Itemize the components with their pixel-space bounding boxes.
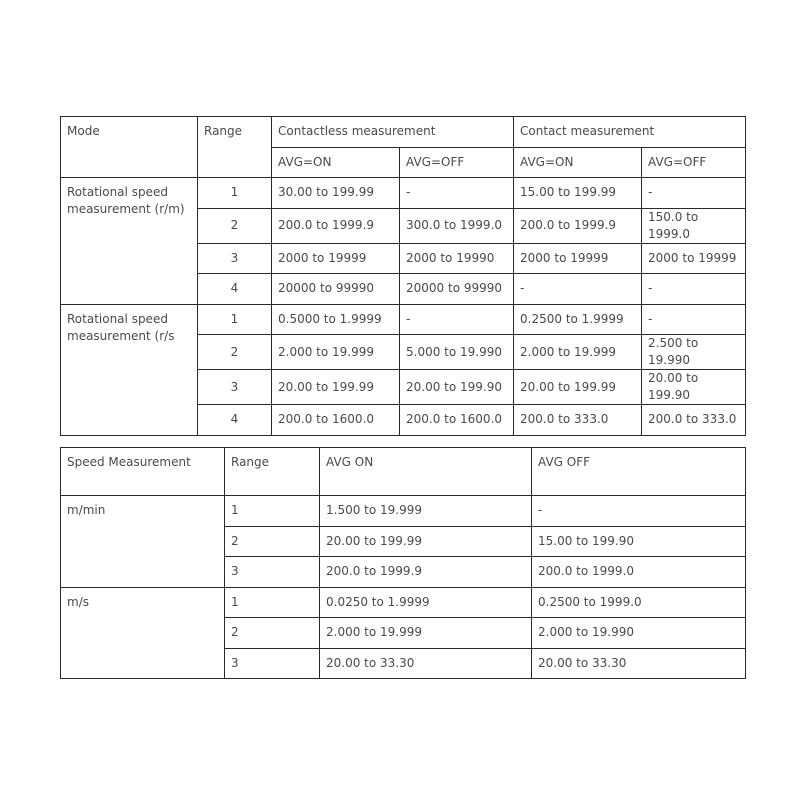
range-cell: 4 [198,274,272,305]
value-cell: 2.000 to 19.999 [320,618,532,649]
value-cell: - [400,304,514,335]
value-cell: 200.0 to 333.0 [642,405,746,436]
value-cell: 200.0 to 1999.9 [514,208,642,243]
header-avg-on: AVG ON [320,448,532,496]
value-cell: 1.500 to 19.999 [320,496,532,527]
range-cell: 3 [225,648,320,679]
header-contactless: Contactless measurement [272,117,514,148]
subheader-avg-off: AVG=OFF [400,147,514,178]
value-cell: 200.0 to 1999.0 [532,557,746,588]
value-cell: 300.0 to 1999.0 [400,208,514,243]
range-cell: 2 [225,526,320,557]
value-cell: 150.0 to 1999.0 [642,208,746,243]
range-cell: 2 [198,335,272,370]
range-cell: 3 [198,243,272,274]
value-cell: 5.000 to 19.990 [400,335,514,370]
value-cell: 200.0 to 1999.9 [320,557,532,588]
range-cell: 1 [225,587,320,618]
value-cell: 20.00 to 199.99 [272,370,400,405]
value-cell: 20.00 to 199.90 [400,370,514,405]
rotational-speed-table [60,116,746,436]
value-cell: 15.00 to 199.90 [532,526,746,557]
header-contact: Contact measurement [514,117,746,148]
value-cell: 20.00 to 199.99 [514,370,642,405]
unit-label-m-s: m/s [61,587,225,679]
table-row [61,178,746,209]
header-avg-off: AVG OFF [532,448,746,496]
value-cell: - [514,274,642,305]
value-cell: 0.0250 to 1.9999 [320,587,532,618]
mode-label-rps: Rotational speed measurement (r/s [61,304,198,435]
value-cell: 20.00 to 33.30 [320,648,532,679]
value-cell: 200.0 to 1999.9 [272,208,400,243]
value-cell: 2000 to 19999 [272,243,400,274]
value-cell: - [642,178,746,209]
value-cell: 2000 to 19999 [514,243,642,274]
unit-label-m-min: m/min [61,496,225,588]
value-cell: 0.5000 to 1.9999 [272,304,400,335]
range-cell: 4 [198,405,272,436]
value-cell: - [642,304,746,335]
value-cell: 20.00 to 199.99 [320,526,532,557]
header-mode: Mode [61,117,198,178]
table-row [61,587,746,618]
value-cell: - [532,496,746,527]
speed-measurement-table [60,447,746,679]
range-cell: 1 [198,178,272,209]
subheader-avg-on: AVG=ON [514,147,642,178]
value-cell: 200.0 to 1600.0 [272,405,400,436]
value-cell: 20000 to 99990 [272,274,400,305]
subheader-avg-off: AVG=OFF [642,147,746,178]
value-cell: - [400,178,514,209]
mode-label-rpm: Rotational speed measurement (r/m) [61,178,198,305]
value-cell: 200.0 to 1600.0 [400,405,514,436]
value-cell: 20000 to 99990 [400,274,514,305]
value-cell: 0.2500 to 1999.0 [532,587,746,618]
range-cell: 1 [198,304,272,335]
range-cell: 1 [225,496,320,527]
value-cell: 2.500 to 19.990 [642,335,746,370]
range-cell: 3 [198,370,272,405]
value-cell: 2.000 to 19.990 [532,618,746,649]
range-cell: 2 [225,618,320,649]
range-cell: 3 [225,557,320,588]
value-cell: 30.00 to 199.99 [272,178,400,209]
value-cell: 2000 to 19999 [642,243,746,274]
value-cell: 2000 to 19990 [400,243,514,274]
range-cell: 2 [198,208,272,243]
value-cell: 200.0 to 333.0 [514,405,642,436]
header-range: Range [225,448,320,496]
header-speed: Speed Measurement [61,448,225,496]
value-cell: 2.000 to 19.999 [514,335,642,370]
header-range: Range [198,117,272,178]
value-cell: 0.2500 to 1.9999 [514,304,642,335]
subheader-avg-on: AVG=ON [272,147,400,178]
value-cell: 2.000 to 19.999 [272,335,400,370]
value-cell: - [642,274,746,305]
value-cell: 20.00 to 33.30 [532,648,746,679]
table-row [61,496,746,527]
value-cell: 15.00 to 199.99 [514,178,642,209]
table-row [61,304,746,335]
value-cell: 20.00 to 199.90 [642,370,746,405]
